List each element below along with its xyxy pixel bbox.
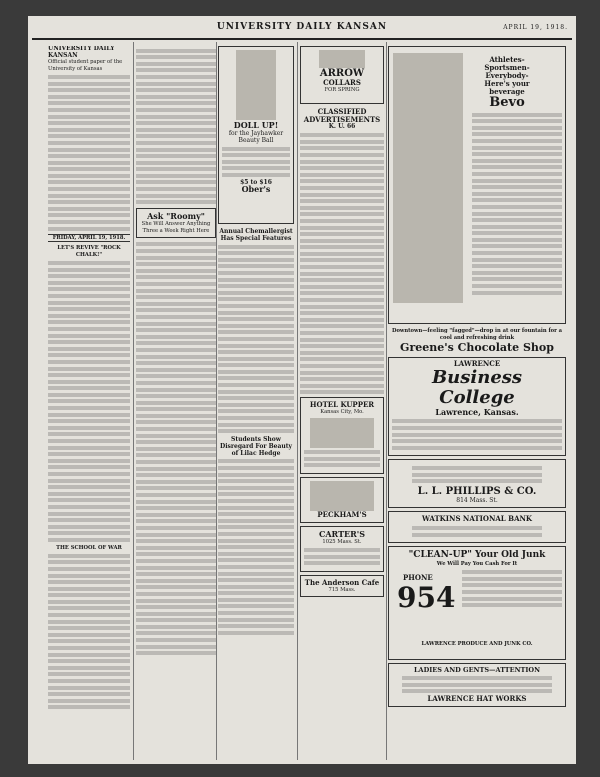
ask-roomy-title: Ask "Roomy" [147,211,205,222]
bevo-headline: Athletes-Sportsmen-Everybody- Here's your beverage [484,55,530,96]
masthead-title: UNIVERSITY DAILY KANSAN [216,22,388,32]
letters-column [136,46,216,756]
illustration-figure [236,50,277,120]
business-college-ad [388,357,566,456]
business-lawrence: LAWRENCE [453,359,501,369]
paper-subtitle: Official student paper of the University of Kansas [48,59,123,72]
editorial-column [48,46,130,756]
phone-label: PHONE [403,573,433,583]
hat-works-name: LAWRENCE HAT WORKS [427,694,527,704]
junk-ad [388,546,566,660]
carters-name: CARTER'S [318,528,365,539]
phillips-name: L. L. PHILLIPS & CO. [417,485,537,497]
carters-ad [300,526,384,572]
editorial-headline: LET'S REVIVE "ROCK CHALK!" [57,245,121,258]
anderson-address: 715 Mass. [328,586,356,593]
hotel-name: HOTEL KUPPER [309,399,375,409]
hotel-city: Kansas City, Mo. [320,408,364,415]
paper-name: UNIVERSITY DAILY KANSAN [48,46,115,59]
hotel-kupper-ad [300,397,384,474]
doll-up-price: $5 to $16 [240,178,272,186]
masthead-date: APRIL 19, 1918. [503,24,568,31]
classified-title: CLASSIFIED ADVERTISEMENTS [303,107,381,124]
greene-shop: Greene's Chocolate Shop [400,341,554,355]
carters-address: 1025 Mass. St. [322,538,362,545]
business-city: Lawrence, Kansas. [435,406,519,417]
phillips-ad [388,459,566,508]
hats-headline: LADIES AND GENTS—ATTENTION [413,666,541,675]
greene-tagline: Downtown—feeling "fagged"—drop in at our fountain for a cool and refreshing drink [391,328,563,341]
phillips-address: 814 Mass. St. [456,496,498,504]
arrow-title: ARROW [319,68,365,79]
junk-company: LAWRENCE PRODUCE AND JUNK CO. [421,640,533,647]
arrow-collars-ad [300,46,384,104]
watkins-name: WATKINS NATIONAL BANK [422,514,532,524]
anderson-cafe-ad [300,575,384,598]
junk-sub: We Will Pay You Cash For It [436,561,518,568]
anderson-name: The Anderson Cafe [304,577,380,587]
regal-shoes-illustration [310,481,374,511]
collar-illustration [319,50,365,68]
arrow-collars: COLLARS [323,78,361,87]
ask-roomy-sub: She Will Answer Anything Three a Week Right Here [141,221,211,234]
masthead [28,22,576,36]
bevo-brand: Bevo [489,95,525,110]
doll-up-title: DOLL UP! [233,120,279,130]
arrow-spring: FOR SPRING [324,87,360,93]
ask-roomy-box [136,208,216,238]
junk-headline: "CLEAN-UP" Your Old Junk [408,550,546,561]
chemallergist-headline: Annual Chemallergist Has Special Features [219,228,293,242]
phone-number: 954 [397,581,456,615]
bevo-ad [388,46,566,324]
business-college-title: Business College [431,366,523,408]
lilac-headline: Students Show Disregard For Beauty of Lilac Hedge [220,435,292,457]
watkins-ad [388,511,566,543]
hat-works-ad [388,663,566,707]
doll-up-text: for the Jayhawker Beauty Ball [228,130,284,144]
masthead-rule [32,38,572,40]
classified-phone: K. U. 66 [328,123,356,130]
obers-brand: Ober's [241,184,271,195]
war-headline: THE SCHOOL OF WAR [56,544,122,551]
large-ads-column [388,46,566,756]
peckhams-name: PECKHAM'S [317,509,367,519]
ads-column [300,46,384,756]
hotel-illustration [310,418,374,448]
newspaper-page [28,16,576,764]
doll-up-column [218,46,294,756]
issue-date: FRIDAY, APRIL 19, 1918. [48,234,130,243]
athlete-illustration [393,53,463,303]
staff-listing [48,75,130,231]
peckhams-ad [300,477,384,523]
obers-ad [218,46,294,224]
